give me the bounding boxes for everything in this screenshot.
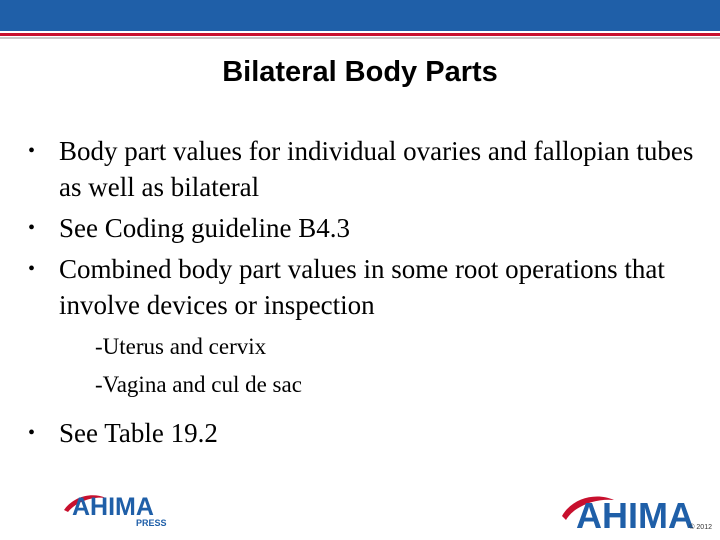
bullet-text: Combined body part values in some root operations that involve devices or inspection bbox=[59, 254, 665, 320]
slide-title: Bilateral Body Parts bbox=[222, 56, 498, 88]
left-logo-wordmark: AHIMA bbox=[72, 493, 154, 521]
copyright-text: © 2012 bbox=[689, 524, 712, 531]
ahima-press-logo bbox=[62, 488, 192, 532]
header-rule-gray bbox=[0, 37, 720, 39]
bullet-text: See Coding guideline B4.3 bbox=[59, 213, 350, 243]
right-logo-wordmark: AHIMA bbox=[576, 495, 694, 534]
bullet-item bbox=[28, 415, 698, 451]
bullet-dot-icon: • bbox=[28, 217, 36, 239]
left-logo-subtext: PRESS bbox=[136, 518, 167, 528]
bullet-item bbox=[28, 210, 698, 246]
bullet-dot-icon: • bbox=[28, 258, 36, 280]
bullet-text: See Table 19.2 bbox=[59, 418, 218, 448]
header-rule-red bbox=[0, 33, 720, 36]
header-bar bbox=[0, 0, 720, 31]
bullet-list bbox=[28, 133, 698, 456]
bullet-item bbox=[28, 133, 698, 205]
bullet-dot-icon: • bbox=[28, 422, 36, 444]
bullet-item bbox=[28, 251, 698, 399]
bullet-text: Body part values for individual ovaries and fallopian tubes as well as bilateral bbox=[59, 136, 694, 202]
sub-item: -Vagina and cul de sac bbox=[95, 372, 302, 397]
bullet-dot-icon: • bbox=[28, 140, 36, 162]
sub-item: -Uterus and cervix bbox=[95, 334, 267, 359]
sub-list bbox=[59, 333, 698, 399]
